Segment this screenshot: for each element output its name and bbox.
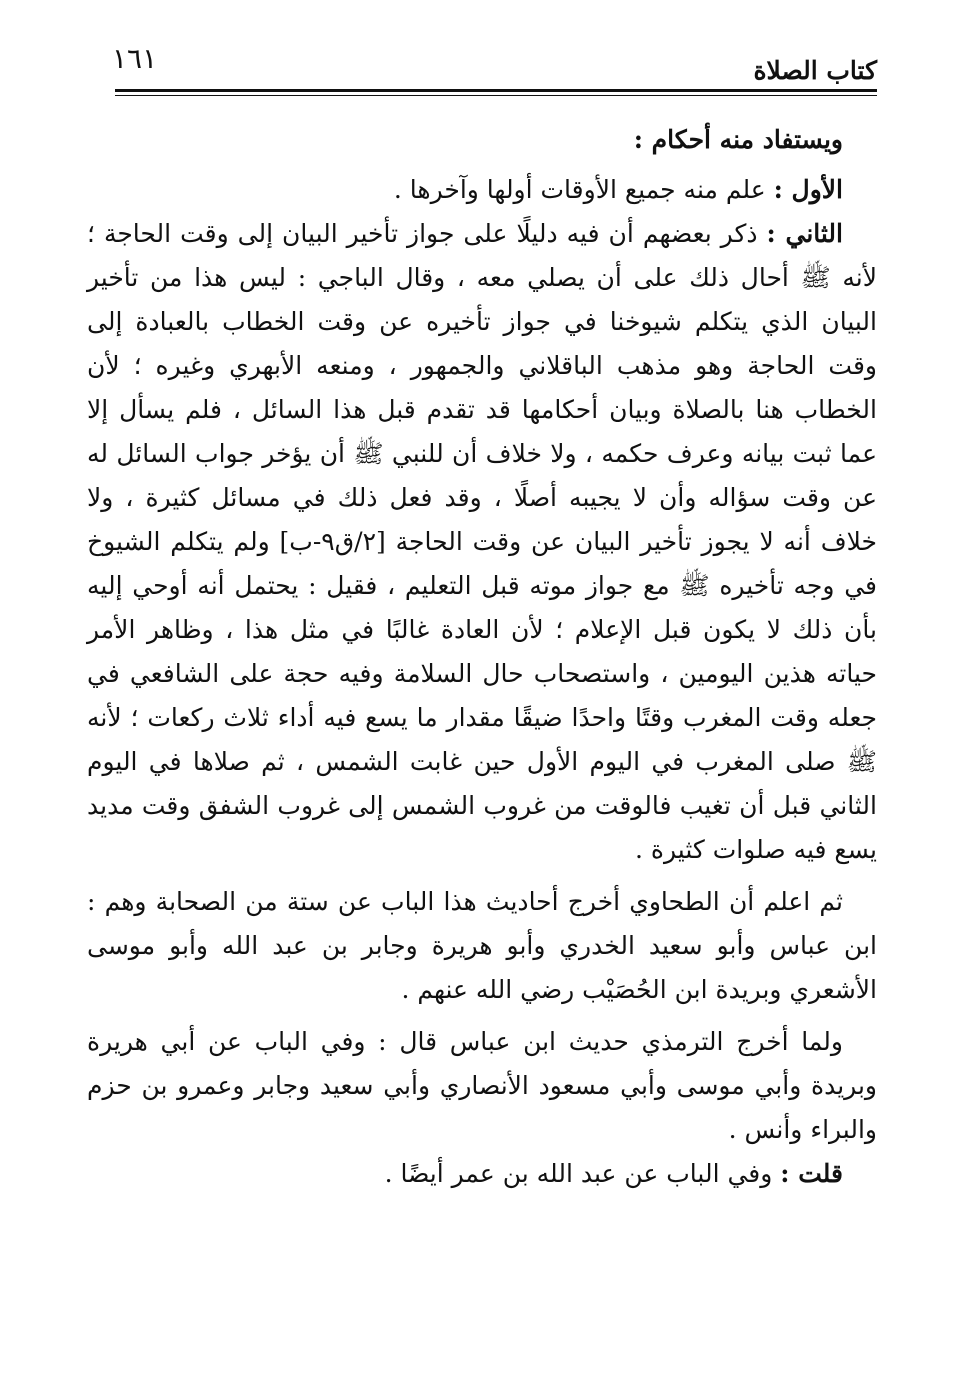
page-header: [112, 44, 877, 88]
paragraph-first: [87, 168, 877, 212]
header-rule-thick: [115, 89, 877, 92]
paragraph-tahawi: [87, 880, 877, 1012]
paragraph-lead: الأول :: [773, 175, 843, 204]
running-title: كتاب الصلاة: [753, 56, 877, 85]
paragraph-text: ولما أخرج الترمذي حديث ابن عباس قال : وفي الباب عن أبي هريرة وبريدة وأبي موسى وأبي مسعود الأنصاري وأبي سعيد وجابر وعمرو بن حزم والبراء وأنس .: [87, 1027, 877, 1144]
header-rule-thin: [115, 95, 877, 96]
paragraph-second: [87, 212, 877, 872]
paragraph-text: ثم اعلم أن الطحاوي أخرج أحاديث هذا الباب عن ستة من الصحابة وهم : ابن عباس وأبو سعيد الخدري وأبو هريرة وجابر بن عبد الله وأبو موسى الأشعري وبريدة ابن الحُصَيْب رضي الله عنهم .: [87, 887, 877, 1004]
paragraph-text: وفي الباب عن عبد الله بن عمر أيضًا .: [384, 1159, 781, 1188]
page-number: ١٦١: [112, 42, 158, 75]
section-heading: ويستفاد منه أحكام :: [633, 125, 843, 154]
paragraph-qultu: [87, 1152, 877, 1196]
paragraph-text: علم منه جميع الأوقات أولها وآخرها .: [393, 175, 774, 204]
paragraph-lead: الثاني :: [766, 219, 843, 248]
paragraph-lead: قلت :: [780, 1159, 843, 1188]
text-body: [87, 118, 877, 1196]
paragraph-text: ذكر بعضهم أن فيه دليلًا على جواز تأخير البيان إلى وقت الحاجة ؛ لأنه ﷺ أحال ذلك على أن يصلي معه ، وقال الباجي : ليس هذا من تأخير البيان الذي يتكلم شيوخنا في جواز تأخيره عن وقت الخطاب بالعبادة إلى وقت الحاجة وهو مذهب الباقلاني والجمهور ، ومنعه الأبهري وغيره ؛ لأن الخطاب هنا بالصلاة وبيان أحكامها قد تقدم قبل هذا السائل ، فلم يسأل إلا عما ثبت بيانه وعرف حكمه ، ولا خلاف أن للنبي ﷺ أن يؤخر جواب السائل له عن وقت سؤاله وأن لا يجيبه أصلًا ، وقد فعل ذلك في مسائل كثيرة ، ولا خلاف أنه لا يجوز تأخير البيان عن وقت الحاجة [٢/ق٩-ب] ولم يتكلم الشيوخ في وجه تأخيره ﷺ مع جواز موته قبل التعليم ، فقيل : يحتمل أنه أوحي إليه بأن ذلك لا يكون قبل الإعلام ؛ لأن العادة غالبًا في مثل هذا ، وظاهر الأمر حياته هذين اليومين ، واستصحاب حال السلامة وفيه حجة على الشافعي في جعله وقت المغرب وقتًا واحدًا ضيقًا مقدار ما يسع فيه أداء ثلاث ركعات ؛ لأنه ﷺ صلى المغرب في اليوم الأول حين غابت الشمس ، ثم صلاها في اليوم الثاني قبل أن تغيب فالوقت من غروب الشمس إلى غروب الشفق وقت مديد يسع فيه صلوات كثيرة .: [87, 219, 878, 864]
paragraph-tirmidhi: [87, 1020, 877, 1152]
